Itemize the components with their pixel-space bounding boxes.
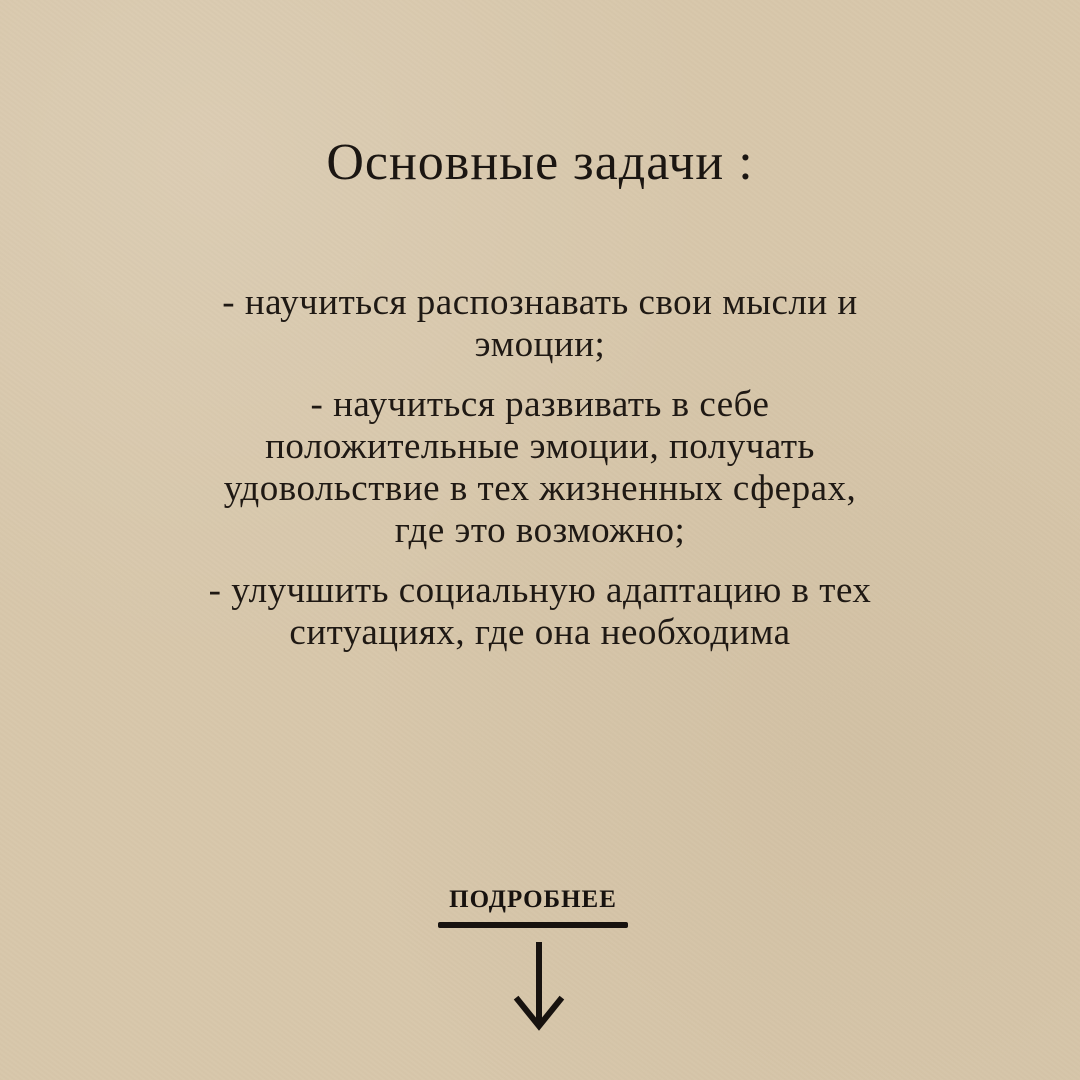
goal-item-social-adaptation: - улучшить социальную адаптацию в тех ситуациях, где она необходима [208, 570, 872, 653]
page-title: Основные задачи : [326, 133, 754, 191]
goal-item-recognize-thoughts: - научиться распознавать свои мысли и эмоции; [222, 282, 858, 365]
goals-list [110, 282, 970, 672]
goal-item-positive-emotions: - научиться развивать в себе положительные эмоции, получать удовольствие в тех жизненных сферах, где это возможно; [223, 384, 857, 551]
arrow-down-icon[interactable] [509, 942, 569, 1034]
more-link-underline [438, 922, 628, 928]
more-link[interactable]: ПОДРОБНЕЕ [449, 886, 617, 913]
